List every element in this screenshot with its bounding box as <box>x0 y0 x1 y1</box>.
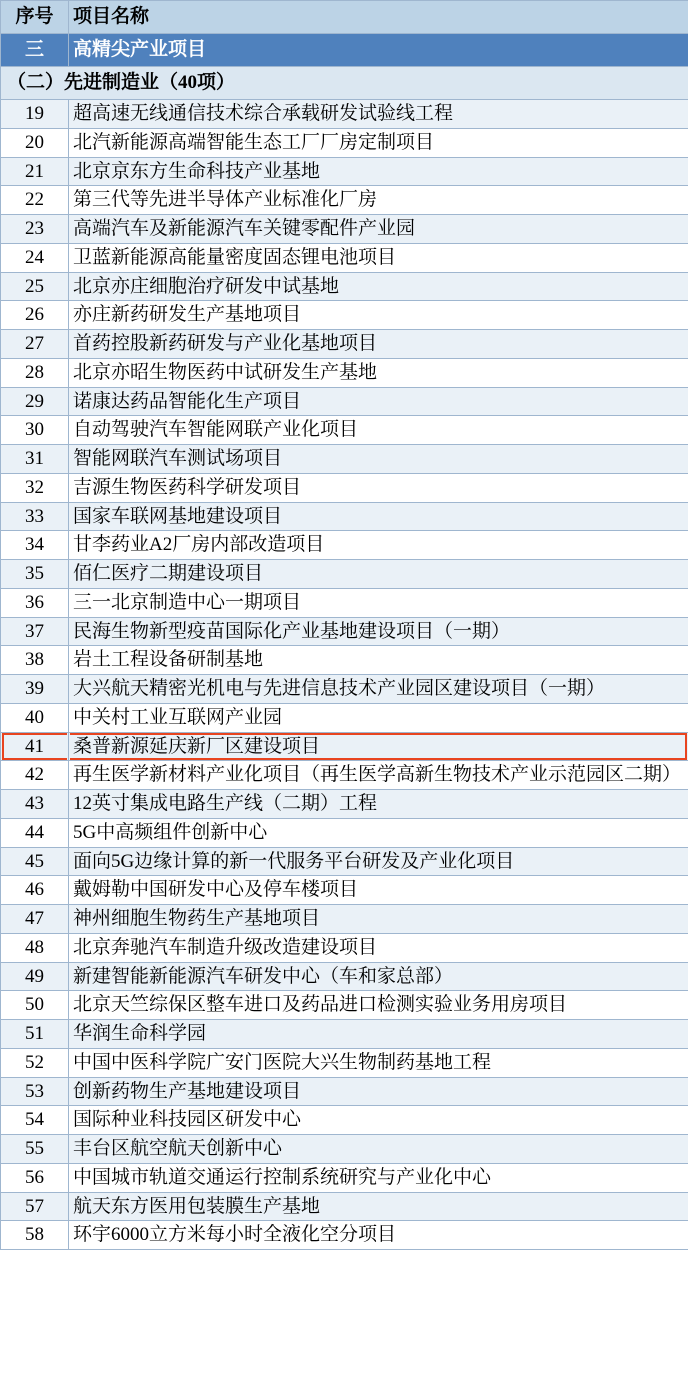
row-number: 30 <box>1 416 69 445</box>
row-project-name: 创新药物生产基地建设项目 <box>69 1077 688 1106</box>
table-row <box>1 1135 688 1164</box>
row-project-name: 北京天竺综保区整车进口及药品进口检测实验业务用房项目 <box>69 991 688 1020</box>
row-number: 31 <box>1 445 69 474</box>
row-project-name: 再生医学新材料产业化项目（再生医学高新生物技术产业示范园区二期） <box>69 761 688 790</box>
row-number: 41 <box>1 732 69 761</box>
row-number: 38 <box>1 646 69 675</box>
row-number: 25 <box>1 272 69 301</box>
row-number: 58 <box>1 1221 69 1250</box>
row-number: 22 <box>1 186 69 215</box>
row-number: 26 <box>1 301 69 330</box>
row-project-name: 12英寸集成电路生产线（二期）工程 <box>69 790 688 819</box>
table-row <box>1 1048 688 1077</box>
row-number: 55 <box>1 1135 69 1164</box>
row-project-name: 卫蓝新能源高能量密度固态锂电池项目 <box>69 243 688 272</box>
row-number: 39 <box>1 675 69 704</box>
table-row <box>1 416 688 445</box>
row-project-name: 中国城市轨道交通运行控制系统研究与产业化中心 <box>69 1163 688 1192</box>
table-row <box>1 1192 688 1221</box>
table-row <box>1 790 688 819</box>
row-project-name: 诺康达药品智能化生产项目 <box>69 387 688 416</box>
row-project-name: 环宇6000立方米每小时全液化空分项目 <box>69 1221 688 1250</box>
row-project-name: 亦庄新药研发生产基地项目 <box>69 301 688 330</box>
row-number: 36 <box>1 588 69 617</box>
row-number: 54 <box>1 1106 69 1135</box>
row-project-name: 北京亦昭生物医药中试研发生产基地 <box>69 358 688 387</box>
row-project-name: 大兴航天精密光机电与先进信息技术产业园区建设项目（一期） <box>69 675 688 704</box>
table-row <box>1 445 688 474</box>
table-row <box>1 330 688 359</box>
table-row <box>1 905 688 934</box>
row-number: 27 <box>1 330 69 359</box>
row-project-name: 中国中医科学院广安门医院大兴生物制药基地工程 <box>69 1048 688 1077</box>
row-number: 57 <box>1 1192 69 1221</box>
row-number: 34 <box>1 531 69 560</box>
table-row <box>1 272 688 301</box>
table-row <box>1 847 688 876</box>
table-row <box>1 1020 688 1049</box>
row-project-name: 面向5G边缘计算的新一代服务平台研发及产业化项目 <box>69 847 688 876</box>
table-row <box>1 301 688 330</box>
table-row <box>1 703 688 732</box>
row-number: 45 <box>1 847 69 876</box>
row-project-name: 三一北京制造中心一期项目 <box>69 588 688 617</box>
row-number: 37 <box>1 617 69 646</box>
row-project-name: 戴姆勒中国研发中心及停车楼项目 <box>69 876 688 905</box>
table-row <box>1 1106 688 1135</box>
table-row <box>1 531 688 560</box>
row-number: 28 <box>1 358 69 387</box>
category-name: 高精尖产业项目 <box>69 34 688 67</box>
row-project-name: 岩土工程设备研制基地 <box>69 646 688 675</box>
row-number: 46 <box>1 876 69 905</box>
row-project-name: 甘李药业A2厂房内部改造项目 <box>69 531 688 560</box>
row-project-name: 5G中高频组件创新中心 <box>69 818 688 847</box>
row-number: 43 <box>1 790 69 819</box>
table-row <box>1 646 688 675</box>
row-number: 49 <box>1 962 69 991</box>
row-project-name: 桑普新源延庆新厂区建设项目 <box>69 732 688 761</box>
table-row <box>1 732 688 761</box>
row-number: 48 <box>1 933 69 962</box>
table-row <box>1 1163 688 1192</box>
row-project-name: 丰台区航空航天创新中心 <box>69 1135 688 1164</box>
row-project-name: 首药控股新药研发与产业化基地项目 <box>69 330 688 359</box>
row-number: 51 <box>1 1020 69 1049</box>
row-number: 32 <box>1 473 69 502</box>
section-title: （二）先进制造业（40项） <box>1 67 688 100</box>
table-row <box>1 588 688 617</box>
table-row <box>1 991 688 1020</box>
table-row <box>1 128 688 157</box>
row-project-name: 自动驾驶汽车智能网联产业化项目 <box>69 416 688 445</box>
row-number: 50 <box>1 991 69 1020</box>
row-project-name: 航天东方医用包装膜生产基地 <box>69 1192 688 1221</box>
row-project-name: 超高速无线通信技术综合承载研发试验线工程 <box>69 100 688 129</box>
row-number: 35 <box>1 560 69 589</box>
row-number: 19 <box>1 100 69 129</box>
table-row <box>1 818 688 847</box>
table-row <box>1 761 688 790</box>
row-number: 40 <box>1 703 69 732</box>
row-number: 42 <box>1 761 69 790</box>
row-project-name: 北京奔驰汽车制造升级改造建设项目 <box>69 933 688 962</box>
row-project-name: 国家车联网基地建设项目 <box>69 502 688 531</box>
table-row <box>1 215 688 244</box>
row-project-name: 民海生物新型疫苗国际化产业基地建设项目（一期） <box>69 617 688 646</box>
row-number: 47 <box>1 905 69 934</box>
column-header-no: 序号 <box>1 1 69 34</box>
row-number: 23 <box>1 215 69 244</box>
table-row <box>1 1221 688 1250</box>
row-number: 52 <box>1 1048 69 1077</box>
table-row <box>1 675 688 704</box>
row-number: 29 <box>1 387 69 416</box>
row-project-name: 吉源生物医药科学研发项目 <box>69 473 688 502</box>
row-number: 44 <box>1 818 69 847</box>
table-row <box>1 473 688 502</box>
table-row <box>1 502 688 531</box>
column-header-name: 项目名称 <box>69 1 688 34</box>
category-row <box>1 34 688 67</box>
row-project-name: 佰仁医疗二期建设项目 <box>69 560 688 589</box>
table-row <box>1 358 688 387</box>
row-project-name: 高端汽车及新能源汽车关键零配件产业园 <box>69 215 688 244</box>
row-number: 21 <box>1 157 69 186</box>
section-row <box>1 67 688 100</box>
highlight-box <box>70 733 687 761</box>
row-project-name: 北京亦庄细胞治疗研发中试基地 <box>69 272 688 301</box>
table-row <box>1 157 688 186</box>
table-row <box>1 876 688 905</box>
row-project-name: 华润生命科学园 <box>69 1020 688 1049</box>
table-row <box>1 617 688 646</box>
row-project-name: 智能网联汽车测试场项目 <box>69 445 688 474</box>
row-number: 20 <box>1 128 69 157</box>
row-project-name: 中关村工业互联网产业园 <box>69 703 688 732</box>
row-number: 24 <box>1 243 69 272</box>
row-number: 56 <box>1 1163 69 1192</box>
row-project-name: 第三代等先进半导体产业标准化厂房 <box>69 186 688 215</box>
table-row <box>1 243 688 272</box>
table-row <box>1 962 688 991</box>
row-number: 53 <box>1 1077 69 1106</box>
table-header-row <box>1 1 688 34</box>
table-row <box>1 100 688 129</box>
table-row <box>1 186 688 215</box>
row-project-name: 神州细胞生物药生产基地项目 <box>69 905 688 934</box>
row-project-name: 国际种业科技园区研发中心 <box>69 1106 688 1135</box>
table-row <box>1 933 688 962</box>
highlight-box-left <box>2 733 67 761</box>
table-row <box>1 560 688 589</box>
category-no: 三 <box>1 34 69 67</box>
row-project-name: 新建智能新能源汽车研发中心（车和家总部） <box>69 962 688 991</box>
row-number: 33 <box>1 502 69 531</box>
row-project-name: 北汽新能源高端智能生态工厂厂房定制项目 <box>69 128 688 157</box>
row-project-name: 北京京东方生命科技产业基地 <box>69 157 688 186</box>
table-row <box>1 1077 688 1106</box>
table-body <box>1 34 688 1250</box>
table-row <box>1 387 688 416</box>
